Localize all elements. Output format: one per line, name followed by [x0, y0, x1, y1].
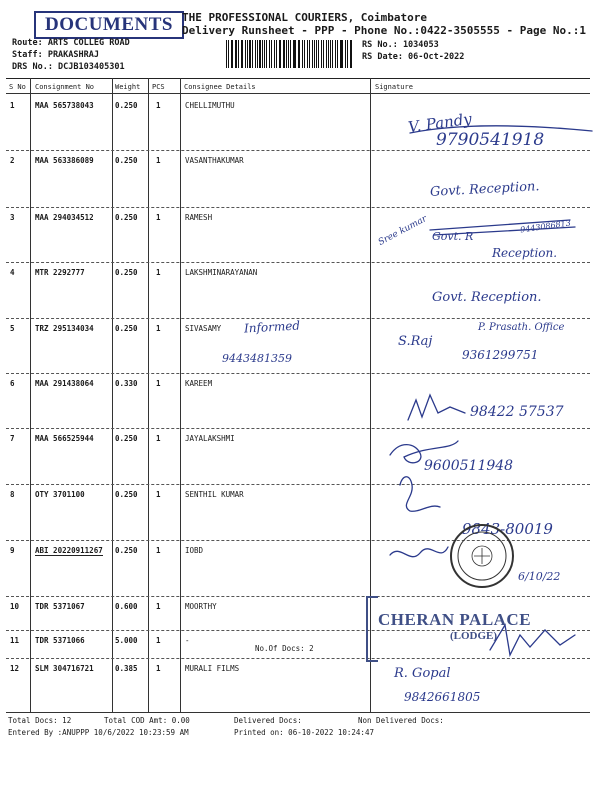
- barcode-bar: [288, 40, 289, 68]
- handwritten-note: Govt. Reception.: [432, 290, 542, 305]
- weight-cell: 0.330: [115, 379, 138, 388]
- barcode-bar: [337, 40, 338, 68]
- sno-cell: 5: [10, 324, 15, 333]
- barcode-bar: [307, 40, 308, 68]
- barcode-bar: [335, 40, 336, 68]
- barcode-bar: [264, 40, 265, 68]
- consignment-cell: TRZ 295134034: [35, 324, 94, 333]
- table-bottom-rule: [6, 712, 590, 713]
- pcs-cell: 1: [156, 156, 161, 165]
- handwritten-phone: 9843-80019: [462, 520, 553, 538]
- consignee-cell: CHELLIMUTHU: [185, 101, 235, 110]
- barcode-bar: [350, 40, 351, 68]
- consignment-cell: MAA 291438064: [35, 379, 94, 388]
- col-divider: [30, 78, 31, 712]
- barcode-bar: [280, 40, 281, 68]
- sno-cell: 12: [10, 664, 20, 673]
- barcode-bar: [304, 40, 306, 68]
- handwritten-phone: 9443481359: [222, 352, 292, 365]
- barcode-bar: [326, 40, 327, 68]
- consignment-cell: MAA 294034512: [35, 213, 94, 222]
- rs-date: RS Date: 06-Oct-2022: [362, 52, 465, 62]
- consignee-cell: SIVASAMY: [185, 324, 222, 333]
- barcode-bar: [347, 40, 348, 68]
- barcode-bar: [262, 40, 263, 68]
- handwritten-phone: 9443086813: [519, 218, 572, 235]
- entered-by: Entered By :ANUPPP 10/6/2022 10:23:59 AM: [8, 728, 189, 737]
- barcode-bar: [299, 40, 300, 68]
- consignee-cell: VASANTHAKUMAR: [185, 156, 244, 165]
- runsheet-title: Delivery Runsheet - PPP - Phone No.:0422-3505555 - Page No.:1: [182, 24, 586, 37]
- total-docs: Total Docs: 12: [8, 716, 72, 725]
- weight-cell: 0.385: [115, 664, 138, 673]
- weight-cell: 5.000: [115, 636, 138, 645]
- barcode-bar: [328, 40, 329, 68]
- sno-cell: 7: [10, 434, 15, 443]
- barcode-bar: [290, 40, 291, 68]
- barcode-bar: [238, 40, 239, 68]
- col-divider: [112, 78, 113, 712]
- col-header-consignment: Consignment No: [35, 83, 95, 91]
- barcode: [226, 40, 354, 68]
- weight-cell: 0.250: [115, 101, 138, 110]
- consignee-cell: IOBD: [185, 546, 204, 555]
- pcs-cell: 1: [156, 636, 161, 645]
- barcode-bar: [269, 40, 270, 68]
- non-delivered-docs: Non Delivered Docs:: [358, 716, 444, 725]
- barcode-bar: [228, 40, 229, 68]
- pcs-cell: 1: [156, 546, 161, 555]
- col-header-weight: Weight: [115, 83, 141, 91]
- barcode-bar: [298, 40, 299, 68]
- weight-cell: 0.250: [115, 213, 138, 222]
- barcode-bar: [249, 40, 251, 68]
- consignment-cell: MAA 563386089: [35, 156, 94, 165]
- sno-cell: 4: [10, 268, 15, 277]
- col-header-pcs: PCS: [152, 83, 165, 91]
- barcode-bar: [257, 40, 258, 68]
- handwritten-note: Govt. Reception.: [429, 179, 540, 200]
- barcode-bar: [318, 40, 319, 68]
- handwritten-signature: R. Gopal: [394, 666, 451, 681]
- barcode-bar: [274, 40, 275, 68]
- pcs-cell: 1: [156, 268, 161, 277]
- barcode-bar: [323, 40, 325, 68]
- barcode-bar: [266, 40, 268, 68]
- pcs-cell: 1: [156, 379, 161, 388]
- handwritten-phone: 9600511948: [424, 458, 514, 474]
- sno-cell: 2: [10, 156, 15, 165]
- weight-cell: 0.250: [115, 156, 138, 165]
- no-of-docs: No.Of Docs: 2: [255, 644, 314, 653]
- barcode-bar: [252, 40, 253, 68]
- consignee-cell: RAMESH: [185, 213, 213, 222]
- barcode-bar: [276, 40, 277, 68]
- handwritten-date: 6/10/22: [518, 570, 561, 583]
- weight-cell: 0.250: [115, 546, 138, 555]
- barcode-bar: [340, 40, 341, 68]
- barcode-bar: [242, 40, 243, 68]
- rs-number: RS No.: 1034053: [362, 40, 439, 50]
- handwritten-phone: 98422 57537: [470, 404, 564, 420]
- sno-cell: 8: [10, 490, 15, 499]
- weight-cell: 0.250: [115, 490, 138, 499]
- barcode-bar: [341, 40, 343, 68]
- col-header-consignee: Consignee Details: [184, 83, 256, 91]
- barcode-bar: [279, 40, 280, 68]
- pcs-cell: 1: [156, 101, 161, 110]
- barcode-bar: [241, 40, 242, 68]
- barcode-bar: [321, 40, 322, 68]
- consignment-cell: TDR 5371067: [35, 602, 85, 611]
- printed-on: Printed on: 06-10-2022 10:24:47: [234, 728, 374, 737]
- barcode-bar: [232, 40, 233, 68]
- pcs-cell: 1: [156, 324, 161, 333]
- seal-icon: [452, 526, 512, 586]
- consignee-cell: -: [185, 636, 190, 645]
- barcode-bar: [235, 40, 237, 68]
- consignee-cell: MOORTHY: [185, 602, 217, 611]
- handwritten-note: Reception.: [492, 246, 558, 260]
- barcode-bar: [259, 40, 260, 68]
- barcode-bar: [351, 40, 352, 68]
- barcode-bar: [283, 40, 285, 68]
- barcode-bar: [312, 40, 313, 68]
- drs-number: DRS No.: DCJB103405301: [12, 62, 125, 72]
- company-name: THE PROFESSIONAL COURIERS, Coimbatore: [182, 11, 428, 24]
- sno-cell: 9: [10, 546, 15, 555]
- cheran-palace-stamp: CHERAN PALACE: [378, 610, 532, 629]
- header-bottom-rule: [6, 93, 590, 94]
- round-seal-stamp: [450, 524, 514, 588]
- handwritten-phone: 9842661805: [404, 690, 481, 704]
- consignee-cell: LAKSHMINARAYANAN: [185, 268, 258, 277]
- pcs-cell: 1: [156, 664, 161, 673]
- barcode-bar: [271, 40, 272, 68]
- barcode-bar: [293, 40, 294, 68]
- sno-cell: 6: [10, 379, 15, 388]
- sno-cell: 1: [10, 101, 15, 110]
- col-header-signature: Signature: [375, 83, 413, 91]
- sno-cell: 11: [10, 636, 20, 645]
- barcode-bar: [294, 40, 295, 68]
- pcs-cell: 1: [156, 213, 161, 222]
- consignment-cell: OTY 3701100: [35, 490, 85, 499]
- staff: Staff: PRAKASHRAJ: [12, 50, 99, 60]
- barcode-bar: [330, 40, 331, 68]
- handwritten-phone: 9790541918: [436, 130, 545, 150]
- consignment-cell: SLM 304716721: [35, 664, 94, 673]
- handwritten-note: Informed: [243, 318, 301, 336]
- pcs-cell: 1: [156, 490, 161, 499]
- consignment-cell: ABI 20220911267: [35, 546, 103, 555]
- delivered-docs: Delivered Docs:: [234, 716, 302, 725]
- barcode-bar: [309, 40, 310, 68]
- barcode-bar: [245, 40, 246, 68]
- handwritten-signature: V. Pandy: [407, 109, 473, 137]
- handwritten-phone: 9361299751: [462, 348, 539, 362]
- consignment-cell: MAA 566525944: [35, 434, 94, 443]
- consignee-cell: KAREEM: [185, 379, 213, 388]
- barcode-bar: [255, 40, 256, 68]
- barcode-bar: [247, 40, 248, 68]
- documents-stamp: DOCUMENTS: [34, 11, 184, 39]
- stamp-bracket: [366, 596, 378, 662]
- weight-cell: 0.250: [115, 268, 138, 277]
- consignment-cell: MTR 2292777: [35, 268, 85, 277]
- consignment-cell: MAA 565738043: [35, 101, 94, 110]
- lodge-stamp: (LODGE): [450, 630, 498, 642]
- weight-cell: 0.600: [115, 602, 138, 611]
- barcode-bar: [314, 40, 315, 68]
- barcode-bar: [231, 40, 232, 68]
- pcs-cell: 1: [156, 434, 161, 443]
- table-top-rule: [6, 78, 590, 79]
- route: Route: ARTS COLLEG ROAD: [12, 38, 130, 48]
- barcode-bar: [226, 40, 227, 68]
- total-cod: Total COD Amt: 0.00: [104, 716, 190, 725]
- col-header-sno: S No: [9, 83, 26, 91]
- barcode-bar: [302, 40, 303, 68]
- col-divider: [180, 78, 181, 712]
- consignee-cell: MURALI FILMS: [185, 664, 240, 673]
- barcode-bar: [332, 40, 333, 68]
- consignment-cell: TDR 5371066: [35, 636, 85, 645]
- handwritten-note: Govt. R: [432, 230, 474, 243]
- col-divider: [148, 78, 149, 712]
- weight-cell: 0.250: [115, 324, 138, 333]
- handwritten-note: P. Prasath. Office: [478, 322, 565, 333]
- handwritten-signature: S.Raj: [398, 334, 433, 349]
- consignee-cell: JAYALAKSHMI: [185, 434, 235, 443]
- pcs-cell: 1: [156, 602, 161, 611]
- barcode-bar: [316, 40, 317, 68]
- barcode-bar: [345, 40, 346, 68]
- sno-cell: 10: [10, 602, 20, 611]
- weight-cell: 0.250: [115, 434, 138, 443]
- handwritten-note: Sree kumar: [376, 214, 429, 248]
- barcode-bar: [286, 40, 287, 68]
- sno-cell: 3: [10, 213, 15, 222]
- consignee-cell: SENTHIL KUMAR: [185, 490, 244, 499]
